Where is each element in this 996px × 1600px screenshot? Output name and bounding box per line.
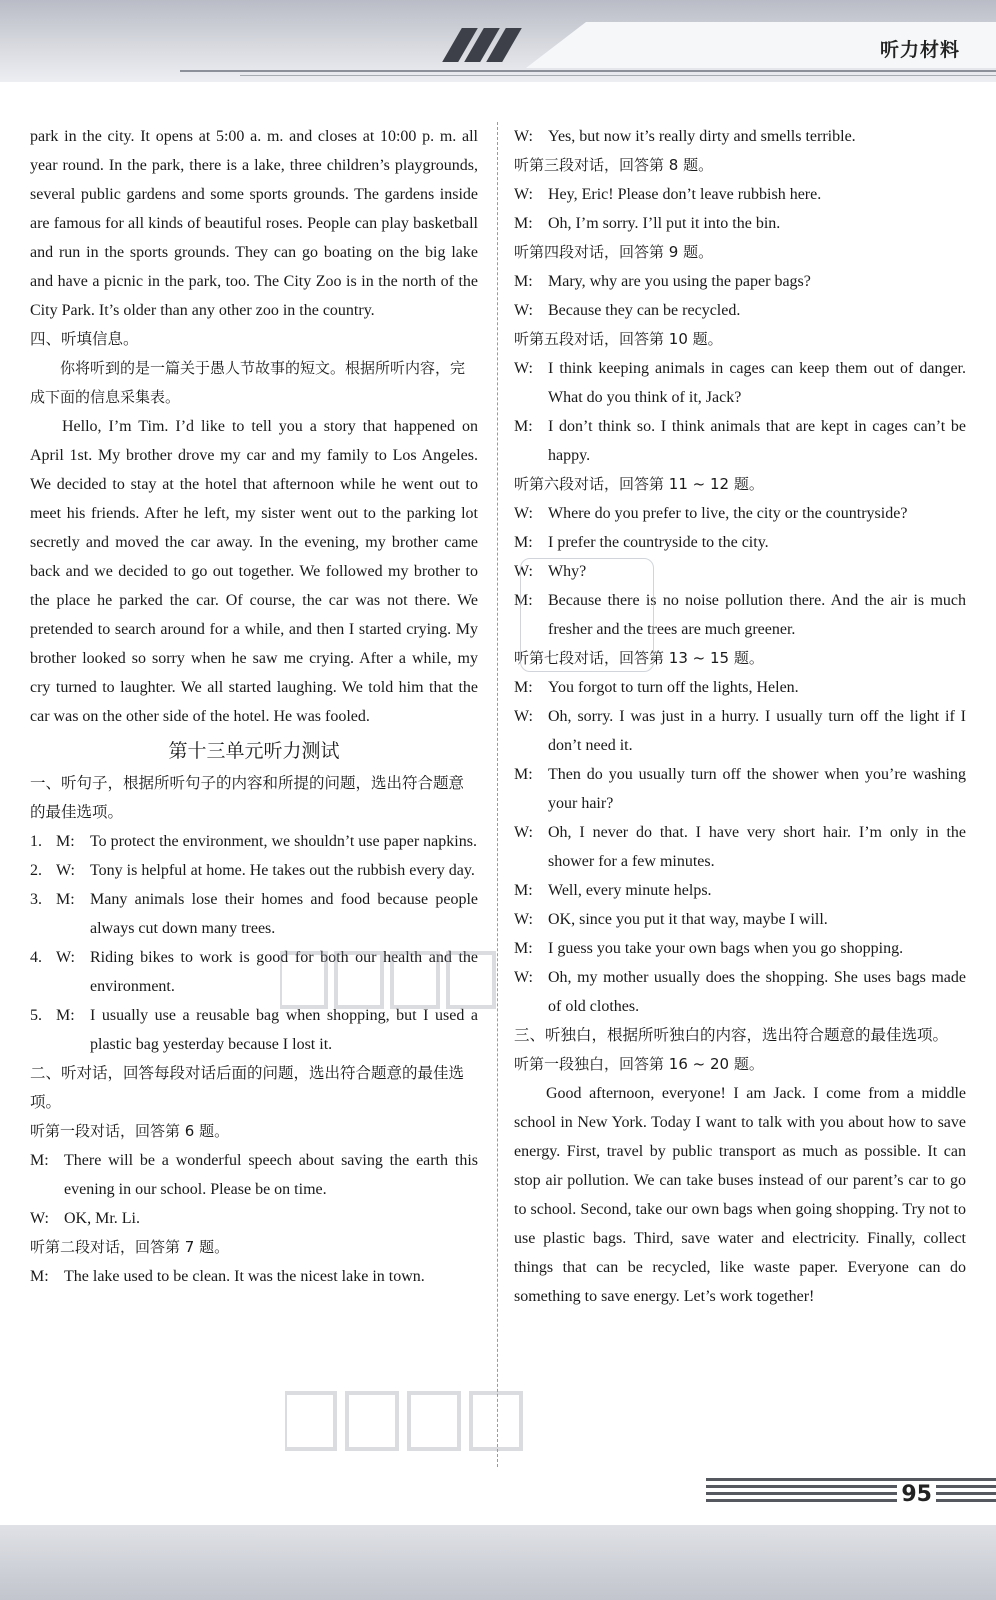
unit-title: 第十三单元听力测试 [168,740,340,762]
watermark-glyphs [285,1385,525,1455]
dialogue-text: I think keeping animals in cages can keep them out of danger. What do you think of it, Jack? [548,360,966,406]
dialogue-text: Oh, I’m sorry. I’ll put it into the bin. [548,215,781,232]
dialogue-text: Mary, why are you using the paper bags? [548,273,811,290]
speaker-label: W: [30,1210,49,1227]
dialogue-text: Oh, my mother usually does the shopping. She uses bags made of old clothes. [548,969,966,1015]
dialogue-text: I don’t think so. I think animals that are kept in cages can’t be happy. [548,418,966,464]
dialogue-line [30,1262,478,1291]
dialogue-label: 听第六段对话，回答第 11 ~ 12 题。 [514,475,764,493]
speaker-label: M: [514,882,533,899]
speaker-label: M: [514,766,533,783]
dialogue-line [514,267,966,296]
dialogue-text: You forgot to turn off the lights, Helen. [548,679,799,696]
part-heading: 三、听独白，根据所听独白的内容，选出符合题意的最佳选项。 [514,1026,949,1044]
speaker-label: W: [514,824,533,841]
dialogue-text: Then do you usually turn off the shower when you’re washing your hair? [548,766,966,812]
speaker-label: M: [514,215,533,232]
speaker-label: M: [514,534,533,551]
dialogue-text: There will be a wonderful speech about saving the earth this evening in our school. Please be on time. [64,1152,478,1198]
header-rule [180,70,996,72]
speaker-label: W: [514,911,533,928]
speaker-label: M: [30,1152,49,1169]
dialogue-line [514,760,966,818]
speaker-label: M: [514,940,533,957]
dialogue-line [514,122,966,151]
dialogue-line [514,180,966,209]
dialogue-line [514,905,966,934]
dialogue-line [514,876,966,905]
dialogue-line [514,296,966,325]
dialogue-line [514,818,966,876]
dialogue-line [514,934,966,963]
dialogue-label: 听第二段对话，回答第 7 题。 [30,1238,230,1256]
sentence-text: I usually use a reusable bag when shopping, but I used a plastic bag yesterday because I lost it. [90,1007,478,1053]
page-number: 95 [897,1482,936,1507]
dialogue-line [514,963,966,1021]
sentence-item [30,856,478,885]
speaker-label: W: [514,969,533,986]
dialogue-label: 听第一段对话，回答第 6 题。 [30,1122,230,1140]
sentence-item [30,885,478,943]
monologue-text: Good afternoon, everyone! I am Jack. I come from a middle school in New York. Today I want to talk with you about how to save energy. First, travel by public transport as much as possible. It can stop air pollution. We can take buses instead of our parent’s car to go to school. Second, take our own bags when going shopping. Try not to use plastic bags. Third, save water and electricity. Finally, collect things that can be recycled, like waste paper. Everyone can do something to save energy. Let’s work together! [514,1085,966,1305]
dialogue-text: Because there is no noise pollution there. And the air is much fresher and the trees are much greener. [548,592,966,638]
stamp-watermark [520,558,654,672]
speaker-label: W: [514,186,533,203]
sentence-text: Tony is helpful at home. He takes out the rubbish every day. [90,862,475,879]
watermark-glyphs [280,945,500,1015]
part-heading: 二、听对话，回答每段对话后面的问题，选出符合题意的最佳选项。 [30,1064,465,1111]
dialogue-text: I prefer the countryside to the city. [548,534,769,551]
speaker-label: M: [514,679,533,696]
speaker-label: W: [514,708,533,725]
dialogue-label: 听第七段对话，回答第 13 ~ 15 题。 [514,649,764,667]
section-instruction: 你将听到的是一篇关于愚人节故事的短文。根据所听内容，完成下面的信息采集表。 [30,359,466,406]
item-number: 2. [30,862,42,879]
speaker-label: M: [514,592,533,609]
dialogue-label: 听第三段对话，回答第 8 题。 [514,156,714,174]
item-number: 3. [30,891,42,908]
speaker-label: M: [30,1268,49,1285]
dialogue-label: 听第四段对话，回答第 9 题。 [514,243,714,261]
page-footer [0,1525,996,1600]
item-number: 1. [30,833,42,850]
item-number: 5. [30,1007,42,1024]
watermark [285,1385,525,1469]
dialogue-text: Where do you prefer to live, the city or the countryside? [548,505,908,522]
dialogue-line [514,412,966,470]
speaker-label: W: [56,862,75,879]
speaker-label: W: [56,949,75,966]
sentence-item [30,827,478,856]
dialogue-line [514,354,966,412]
sentence-text: Many animals lose their homes and food because people always cut down many trees. [90,891,478,937]
dialogue-text: Hey, Eric! Please don’t leave rubbish here. [548,186,822,203]
footer-rules [706,1478,996,1518]
right-column [514,122,966,1311]
speaker-label: W: [514,505,533,522]
speaker-label: M: [514,418,533,435]
dialogue-line [514,528,966,557]
section-heading: 四、听填信息。 [30,330,139,348]
passage-tail: park in the city. It opens at 5:00 a. m. and closes at 10:00 p. m. all year round. In the park, there is a lake, three children’s playgrounds, several public gardens and some sports grounds. The gardens inside are famous for all kinds of beautiful roses. People can play basketball and run in the sports grounds. They can go boating on the big lake and have a picnic in the park, too. The City Zoo is in the north of the City Park. It’s older than any other zoo in the country. [30,128,478,319]
dialogue-text: OK, since you put it that way, maybe I will. [548,911,828,928]
dialogue-line [30,1146,478,1204]
watermark [280,945,500,1029]
dialogue-text: I guess you take your own bags when you go shopping. [548,940,904,957]
sentence-text: Riding bikes to work is good for both our health and the environment. [90,949,478,995]
speaker-label: M: [56,833,75,850]
dialogue-line [514,673,966,702]
dialogue-text: Oh, sorry. I was just in a hurry. I usually turn off the light if I don’t need it. [548,708,966,754]
page-header [0,0,996,82]
speaker-label: W: [514,360,533,377]
speaker-label: W: [514,128,533,145]
dialogue-text: Why? [548,563,587,580]
dialogue-text: Oh, I never do that. I have very short hair. I’m only in the shower for a few minutes. [548,824,966,870]
speaker-label: W: [514,302,533,319]
speaker-label: M: [514,273,533,290]
dialogue-text: The lake used to be clean. It was the nicest lake in town. [64,1268,425,1285]
part-heading: 一、听句子，根据所听句子的内容和所提的问题，选出符合题意的最佳选项。 [30,774,465,821]
dialogue-text: Well, every minute helps. [548,882,712,899]
dialogue-line [514,209,966,238]
dialogue-text: OK, Mr. Li. [64,1210,140,1227]
speaker-label: M: [56,1007,75,1024]
header-rule [240,75,996,76]
speaker-label: W: [514,563,533,580]
header-title: 听力材料 [879,39,960,61]
column-divider [497,122,498,1467]
dialogue-label: 听第五段对话，回答第 10 题。 [514,330,723,348]
listening-passage: Hello, I’m Tim. I’d like to tell you a story that happened on April 1st. My brother drove my car and my family to Los Angeles. We decided to stay at the hotel that afternoon while he went out to meet his friends. After he left, my sister went out to the parking lot secretly and moved the car away. In the evening, my brother came back and we decided to go out together. We followed my brother to the place he parked the car. Of course, the car was not there. We pretended to search around for a while, and then I started crying. My brother looked so sorry when he saw me crying. After a while, my cry turned to laughter. We all started laughing. We told him that the car was on the other side of the hotel. He was fooled. [30,418,478,725]
dialogue-text: Because they can be recycled. [548,302,741,319]
left-column [30,122,478,1291]
dialogue-line [30,1204,478,1233]
dialogue-line [514,499,966,528]
monologue-label: 听第一段独白，回答第 16 ~ 20 题。 [514,1055,764,1073]
sentence-text: To protect the environment, we shouldn’t use paper napkins. [90,833,477,850]
dialogue-text: Yes, but now it’s really dirty and smells terrible. [548,128,856,145]
dialogue-line [514,702,966,760]
item-number: 4. [30,949,42,966]
speaker-label: M: [56,891,75,908]
